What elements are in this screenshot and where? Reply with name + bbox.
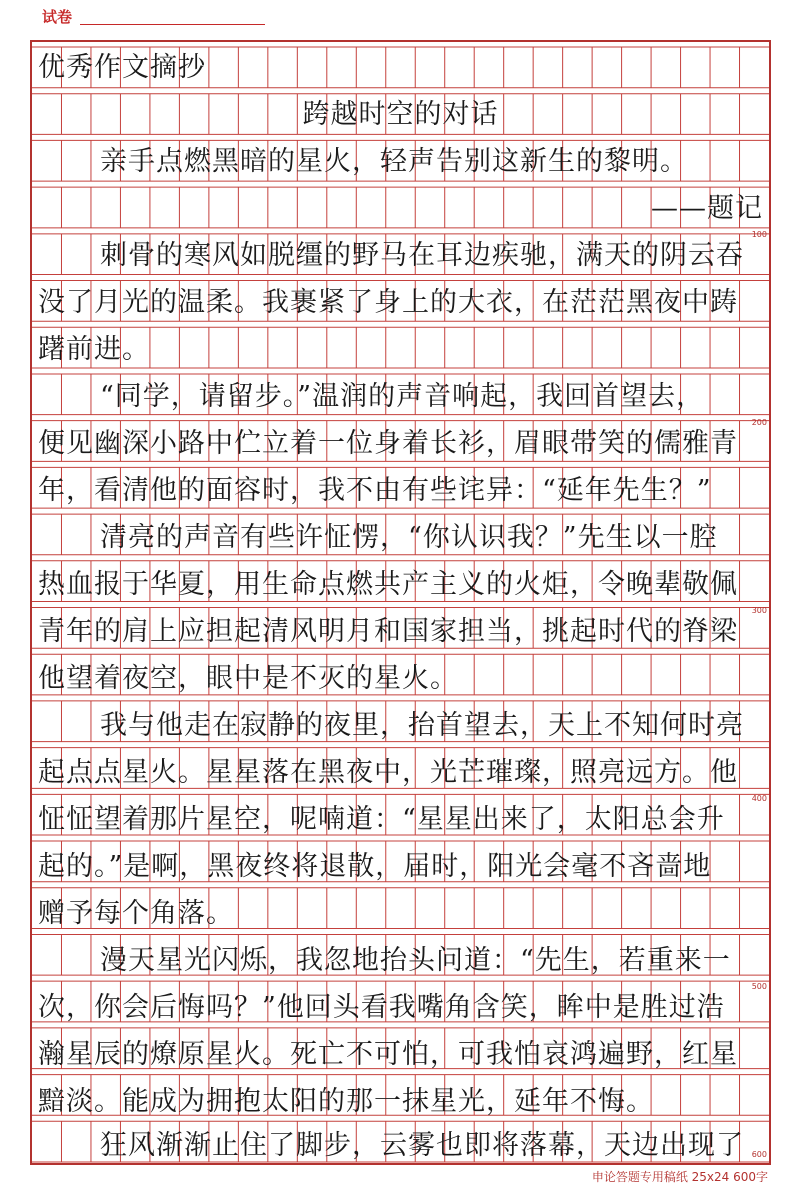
essay-line: 瀚星辰的燎原星火。死亡不可怕，可我怕哀鸿遍野，红星 [38, 1039, 738, 1070]
word-count-marker: 300 [751, 606, 767, 615]
word-count-marker: 400 [751, 794, 767, 803]
exam-paper-label: 试卷 [42, 8, 73, 26]
essay-line: 狂风渐渐止住了脚步，云雾也即将落幕，天边出现了 [100, 1130, 744, 1161]
answer-sheet [30, 40, 771, 1165]
essay-line: 起的。”是啊，黑夜终将退散，届时，阳光会毫不吝啬地 [38, 851, 712, 882]
essay-line: 亲手点燃黑暗的星火，轻声告别这新生的黎明。 [100, 146, 688, 177]
essay-line: 刺骨的寒风如脱缰的野马在耳边疾驰，满天的阴云吞 [100, 240, 744, 271]
essay-text [32, 42, 769, 1163]
essay-title: 跨越时空的对话 [302, 99, 499, 130]
essay-line: 青年的肩上应担起清风明月和国家担当，挑起时代的脊梁 [38, 616, 738, 647]
essay-line: 黯淡。能成为拥抱太阳的那一抹星光，延年不悔。 [38, 1086, 654, 1117]
essay-line: 年，看清他的面容时，我不由有些诧异：“延年先生？” [38, 475, 712, 506]
essay-line: 优秀作文摘抄 [38, 52, 206, 83]
word-count-marker: 100 [751, 230, 767, 239]
word-count-marker: 600 [751, 1150, 767, 1159]
essay-line: 躇前进。 [38, 334, 150, 365]
epigraph-attribution: ——题记 [651, 193, 763, 224]
essay-line: 怔怔望着那片星空，呢喃道：“星星出来了，太阳总会升 [38, 804, 725, 835]
sheet-footer: 申论答题专用稿纸 25x24 600字 [591, 1170, 768, 1184]
word-count-marker: 200 [751, 418, 767, 427]
essay-line: 次，你会后悔吗？”他回头看我嘴角含笑，眸中是胜过浩 [38, 992, 725, 1023]
essay-line: 我与他走在寂静的夜里，抬首望去，天上不知何时亮 [100, 710, 744, 741]
name-underline [80, 24, 265, 25]
word-count-marker: 500 [751, 982, 767, 991]
essay-line: 热血报于华夏，用生命点燃共产主义的火炬，令晚辈敬佩 [38, 569, 738, 600]
essay-line: “同学，请留步。”温润的声音响起，我回首望去， [100, 381, 705, 412]
essay-line: 漫天星光闪烁，我忽地抬头问道：“先生，若重来一 [100, 945, 731, 976]
essay-line: 赠予每个角落。 [38, 898, 234, 929]
essay-line: 便见幽深小路中伫立着一位身着长衫，眉眼带笑的儒雅青 [38, 428, 738, 459]
essay-line: 清亮的声音有些许怔愣，“你认识我？”先生以一腔 [100, 522, 718, 553]
essay-line: 起点点星火。星星落在黑夜中，光芒璀璨，照亮远方。他 [38, 757, 738, 788]
essay-line: 没了月光的温柔。我裹紧了身上的大衣，在茫茫黑夜中踌 [38, 287, 738, 318]
essay-line: 他望着夜空，眼中是不灭的星火。 [38, 663, 458, 694]
